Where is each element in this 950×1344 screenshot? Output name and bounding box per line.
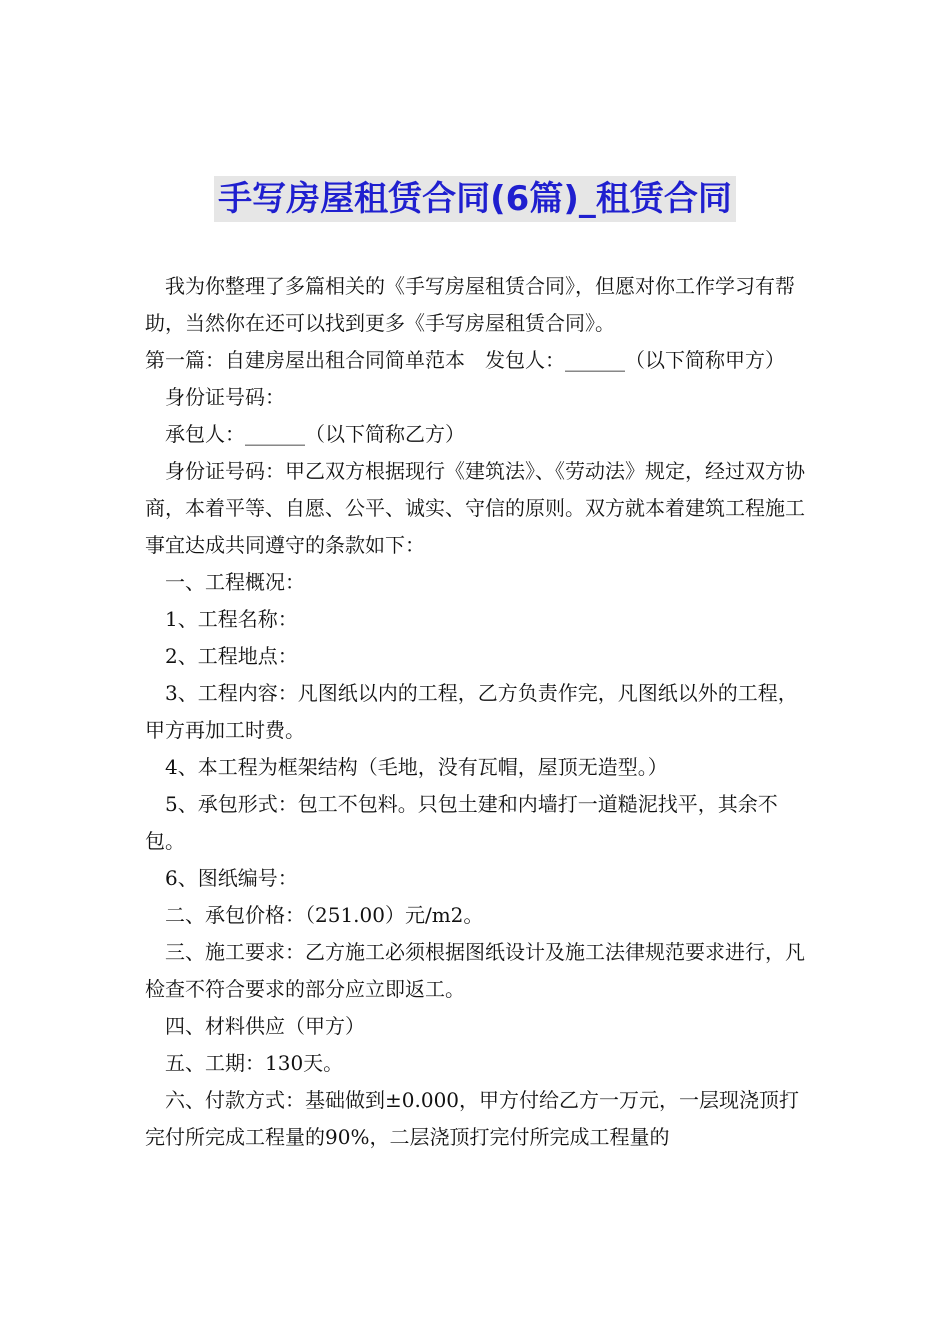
paragraph-section-5: 五、工期：130天。 [165, 1051, 344, 1075]
paragraph-section-3: 三、施工要求：乙方施工必须根据图纸设计及施工法律规范要求进行，凡检查不符合要求的部分应立即返工。 [145, 940, 805, 1001]
paragraph-id-number-2: 身份证号码：甲乙双方根据现行《建筑法》、《劳动法》规定，经过双方协商，本着平等、自愿、公平、诚实、守信的原则。双方就本着建筑工程施工事宜达成共同遵守的条款如下： [145, 459, 805, 557]
title-wrapper [0, 176, 950, 222]
paragraph-contractor: 承包人：______（以下简称乙方） [165, 422, 465, 446]
paragraph-section-6: 六、付款方式：基础做到±0.000，甲方付给乙方一万元，一层现浇顶打完付所完成工程量的90%，二层浇顶打完付所完成工程量的 [145, 1088, 800, 1149]
paragraph-item-6: 6、图纸编号： [165, 866, 298, 890]
paragraph-item-1: 1、工程名称： [165, 607, 298, 631]
paragraph-section-2: 二、承包价格：（251.00）元/m2。 [165, 903, 484, 927]
paragraph-item-2: 2、工程地点： [165, 644, 298, 668]
paragraph-part-one: 第一篇：自建房屋出租合同简单范本 发包人：______（以下简称甲方） [145, 348, 785, 372]
paragraph-id-number-1: 身份证号码： [165, 385, 285, 409]
paragraph-intro: 我为你整理了多篇相关的《手写房屋租赁合同》，但愿对你工作学习有帮助，当然你在还可以找到更多《手写房屋租赁合同》。 [145, 274, 795, 335]
document-body [145, 268, 810, 1156]
paragraph-section-4: 四、材料供应（甲方） [165, 1014, 365, 1038]
paragraph-item-3: 3、工程内容：凡图纸以内的工程，乙方负责作完，凡图纸以外的工程，甲方再加工时费。 [145, 681, 798, 742]
paragraph-section-1: 一、工程概况： [165, 570, 305, 594]
paragraph-item-5: 5、承包形式：包工不包料。只包土建和内墙打一道糙泥找平，其余不包。 [145, 792, 778, 853]
paragraph-item-4: 4、本工程为框架结构（毛地，没有瓦帽，屋顶无造型。） [165, 755, 668, 779]
document-title: 手写房屋租赁合同(6篇)_租赁合同 [214, 176, 736, 222]
